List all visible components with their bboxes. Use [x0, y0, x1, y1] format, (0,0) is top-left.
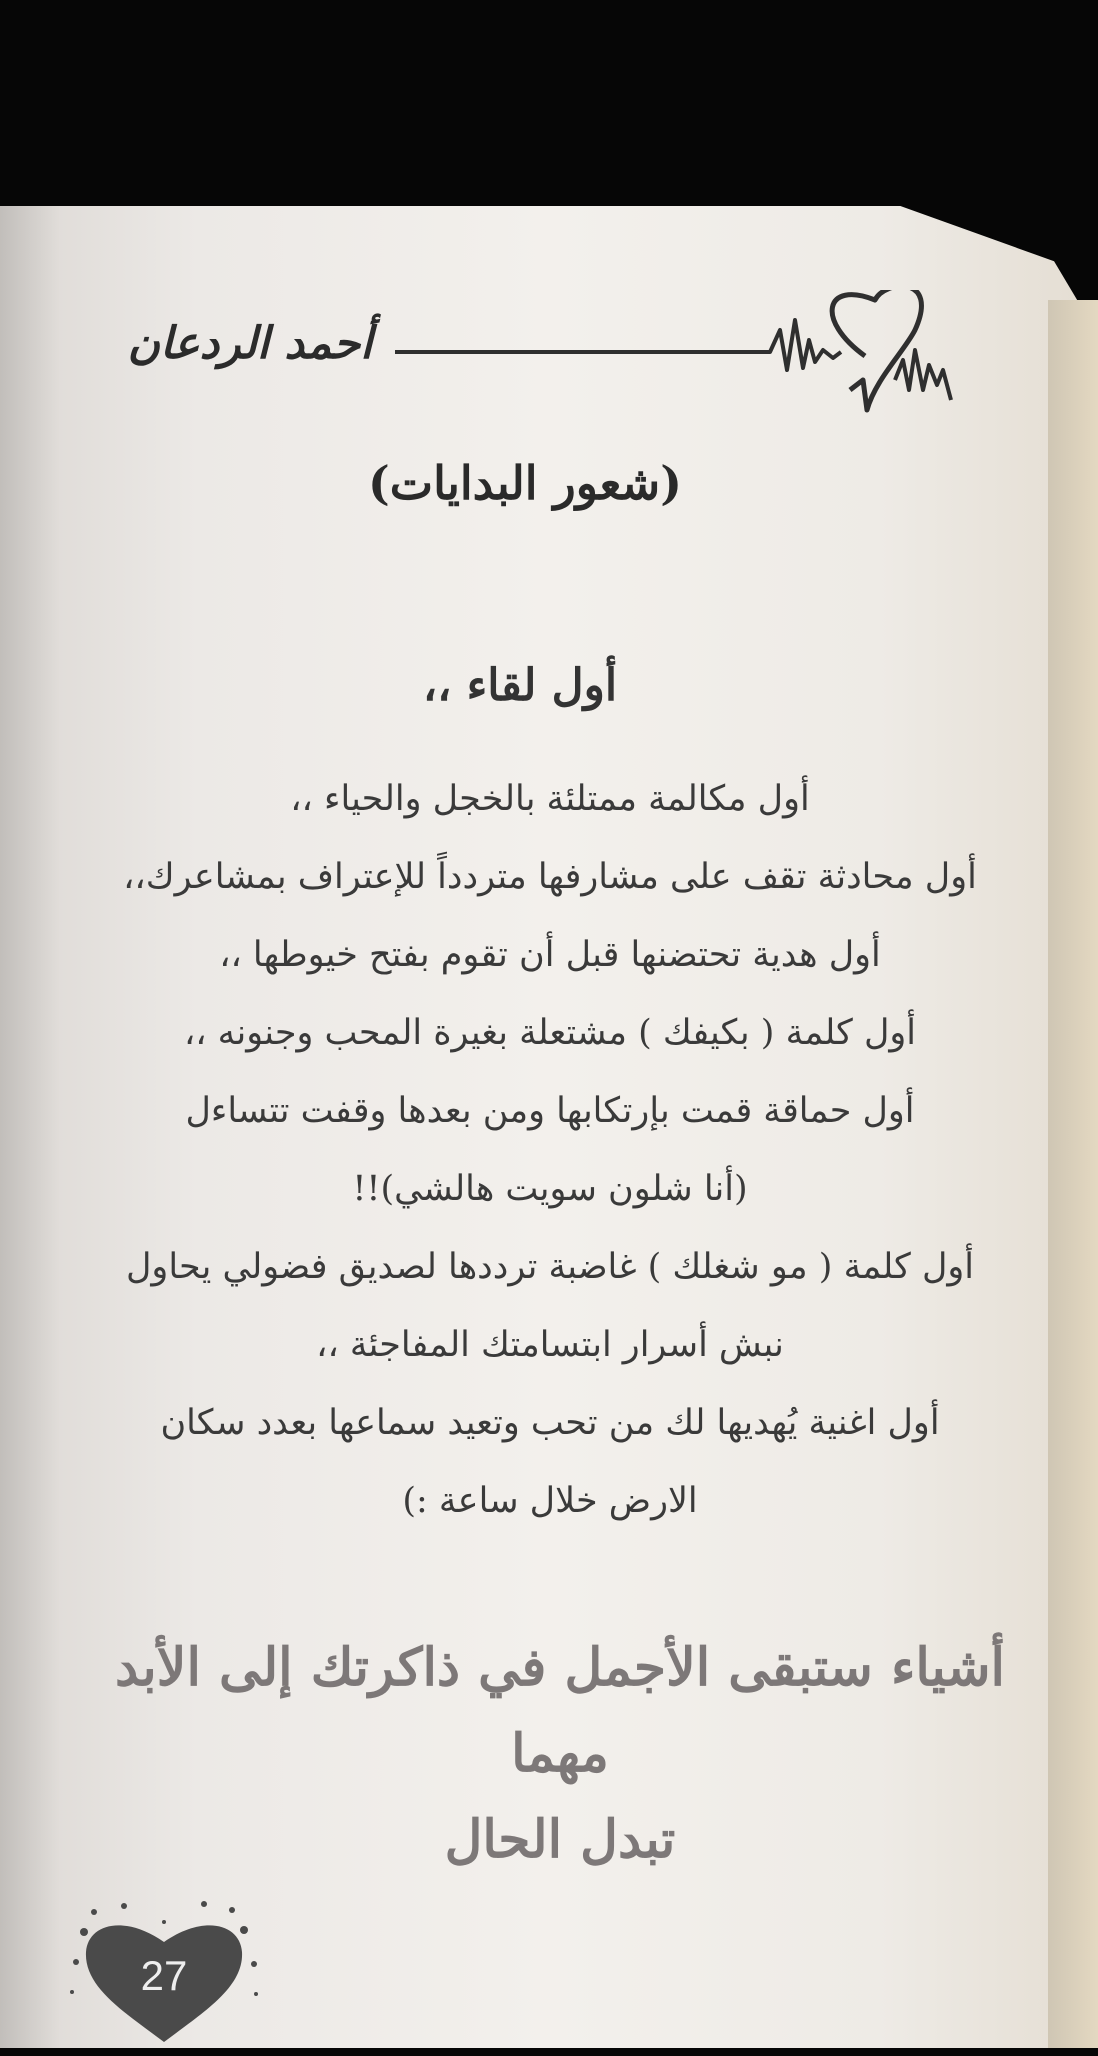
poem-line: أول هدية تحتضنها قبل أن تقوم بفتح خيوطها ،،	[219, 935, 881, 975]
poem-heading: أول لقاء ،،	[422, 660, 618, 711]
poem-line: الارض خلال ساعة :)	[402, 1481, 698, 1521]
poem-lines	[60, 760, 1040, 1540]
poem-line: أول مكالمة ممتلئة بالخجل والحياء ،،	[290, 779, 810, 819]
poem-line: أول كلمة ( مو شغلك ) غاضبة ترددها لصديق فضولي يحاول	[126, 1247, 974, 1287]
poem-line: أول حماقة قمت بإرتكابها ومن بعدها وقفت تتساءل	[185, 1091, 915, 1131]
closing-statement	[70, 1625, 1050, 1883]
author-signature: أحمد الردعان	[127, 318, 373, 369]
poem-line: أول اغنية يُهديها لك من تحب وتعيد سماعها بعدد سكان	[160, 1403, 940, 1443]
page-number: 27	[140, 1952, 188, 1999]
poem-line: أول محادثة تقف على مشارفها متردداً للإعتراف بمشاعرك،،	[123, 857, 977, 897]
page-number-badge	[64, 1892, 264, 2052]
poem-line: أول كلمة ( بكيفك ) مشتعلة بغيرة المحب وجنونه ،،	[183, 1013, 917, 1053]
poem-line: نبش أسرار ابتسامتك المفاجئة ،،	[316, 1325, 784, 1365]
closing-line-1: أشياء ستبقى الأجمل في ذاكرتك إلى الأبد مهما	[115, 1637, 1005, 1784]
heartbeat-heart-icon	[395, 290, 975, 430]
closing-line-2: تبدل الحال	[444, 1809, 676, 1870]
next-page-edge	[1048, 300, 1098, 2048]
chapter-title: (شعور البدايات)	[368, 456, 682, 510]
poem-line: (أنا شلون سويت هالشي)!!	[352, 1169, 748, 1209]
page-shadow	[0, 206, 60, 2048]
